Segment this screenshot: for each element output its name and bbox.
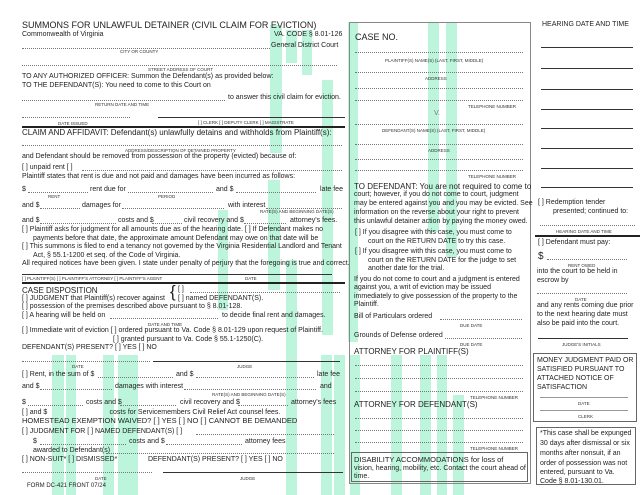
hearing-line[interactable] (541, 187, 633, 188)
date-time-label: DATE AND TIME (148, 322, 183, 327)
perjury-statement: All required notices have been given. I state under penalty of perjury that the foregoing is true and correct. (22, 260, 350, 267)
defendant-address-field-2[interactable] (355, 159, 523, 160)
judge-initials-line[interactable] (538, 338, 628, 339)
disposition-heading: CASE DISPOSITION (22, 286, 98, 295)
civil-recovery-field[interactable] (120, 405, 176, 406)
attorney-fees-label: attorney's fees. (290, 217, 338, 224)
removed-text: and Defendant should be removed from possession of the property (evicted) because of: (22, 153, 297, 160)
hearing-line[interactable] (541, 128, 633, 129)
attorney-defendant-field[interactable] (355, 418, 523, 419)
date-field[interactable] (22, 361, 150, 362)
asks-text: payments before that date, the approximate amount Defendant may owe on that date will be (33, 235, 319, 242)
date-field[interactable] (22, 472, 152, 473)
return-date-field[interactable] (22, 100, 225, 101)
judgment-for-option[interactable]: [ ] JUDGMENT FOR [ ] NAMED DEFENDANT(S) [ ] (22, 428, 183, 435)
option-text: court on the RETURN DATE for the judge to set (368, 257, 517, 264)
interest-label: with interest (228, 202, 266, 209)
unpaid-rent-option[interactable]: [ ] unpaid rent [ ] (22, 164, 73, 171)
awarded-text: awarded to Defendant(s) (33, 447, 111, 454)
escrow-text: into the court to be held in (537, 268, 618, 275)
claim-heading: CLAIM AND AFFIDAVIT: Defendant(s) unlawfully detains and withholds from Plaintiff(s): (22, 128, 332, 137)
case-number-label: CASE NO. (355, 32, 399, 42)
date-label: DATE (95, 476, 107, 481)
phone-label: TELEPHONE NUMBER (468, 174, 517, 179)
rent-field[interactable] (28, 192, 88, 193)
dollar: $ (33, 438, 37, 445)
defendant-must-pay-option[interactable]: [ ] Defendant must pay: (538, 239, 611, 246)
money-judgment-line: SATISFIED PURSUANT TO (537, 366, 625, 373)
rents-text: to the next hearing date must (537, 311, 628, 318)
officer-text: TO ANY AUTHORIZED OFFICER: Summon the Defendant(s) as provided below: (22, 73, 274, 80)
attorney-fees-field[interactable] (166, 444, 242, 445)
commonwealth: Commonwealth of Virginia (22, 31, 104, 38)
divider (22, 282, 345, 284)
judgment-option[interactable]: [ ] JUDGMENT that Plaintiff(s) recover against (22, 295, 165, 302)
street-field[interactable] (22, 65, 337, 66)
va-code: VA. CODE § 8.01-126 (274, 31, 343, 38)
grounds-of-defense: Grounds of Defense ordered (354, 332, 443, 339)
defendant-name-label: DEFENDANT(S) NAME(S) (LAST, FIRST, MIDDLE) (382, 128, 486, 133)
hearing-line[interactable] (541, 47, 633, 48)
defendant-text: TO THE DEFENDANT(S): You need to come to this Court on (22, 82, 211, 89)
option-text: court on the RETURN DATE to try this case. (368, 238, 506, 245)
address-label: ADDRESS (428, 148, 450, 153)
date-issued-field[interactable] (22, 117, 130, 118)
clerk-line[interactable] (540, 410, 628, 411)
and-dollar: and $ (22, 202, 40, 209)
street-label: STREET ADDRESS OF COURT (148, 67, 214, 72)
nonsuit-dismissed-options[interactable]: [ ] NON-SUIT* [ ] DISMISSED* (22, 456, 118, 463)
defendant-name-field[interactable] (355, 124, 523, 125)
costs-field[interactable] (40, 444, 126, 445)
judge-signature-line[interactable] (163, 472, 343, 473)
hearing-line[interactable] (541, 148, 633, 149)
and-label: and (320, 383, 332, 390)
late-fee-label: late fee (317, 371, 340, 378)
plaintiff-signature-line[interactable] (22, 274, 332, 275)
address-label: ADDRESS (425, 76, 447, 81)
defendant-present-1[interactable]: DEFENDANT(S) PRESENT? [ ] YES [ ] NO (22, 344, 157, 351)
attorney-defendant-field[interactable] (355, 430, 523, 431)
and-dollar: and $ (22, 217, 40, 224)
money-judgment-line: MONEY JUDGMENT PAID OR (537, 357, 634, 364)
late-fee-field[interactable] (196, 377, 314, 378)
rate-label: RATE(S) AND BEGINNING DATE(S) (212, 392, 286, 397)
notice-line: court; however, if you do not come to court, judgment (354, 191, 519, 198)
tenancy-option[interactable]: [ ] This summons is filed to end a tenancy not governed by the Virginia Residential Landlord and Tenant (22, 243, 342, 250)
set-date-option[interactable]: [ ] If you disagree with this case, you must come to (355, 248, 512, 255)
highlight-overlay (118, 355, 128, 495)
granted-option[interactable]: [ ] granted pursuant to Va. Code § 55.1-1250(C). (113, 336, 264, 343)
clerk-label: CLERK (578, 414, 594, 419)
signer-options: [ ] CLERK [ ] DEPUTY CLERK [ ] MAGISTRATE (198, 120, 294, 125)
rate-label: RATE(S) AND BEGINNING DATE(S) (260, 209, 334, 214)
dollar: $ (22, 186, 26, 193)
attorney-plaintiff-heading: ATTORNEY FOR PLAINTIFF(S) (354, 347, 469, 356)
hearing-line[interactable] (541, 168, 633, 169)
option-text: another date for the trial. (368, 265, 445, 272)
warning-line: immediately to give possession of the property to the (354, 293, 518, 300)
damages-label: damages for (82, 202, 121, 209)
judge-label: JUDGE (240, 476, 256, 481)
civil-recovery-label: civil recovery and $ (184, 217, 244, 224)
date-label: DATE (245, 276, 257, 281)
warning-line: Plaintiff. (354, 301, 379, 308)
judge-initials-label: JUDGE'S INITIALS (562, 342, 601, 347)
escrow-date-field[interactable] (537, 293, 627, 294)
plaintiff-name-field[interactable] (355, 52, 523, 53)
disability-line: time. (354, 473, 370, 480)
signature-line[interactable] (158, 117, 345, 118)
brace-option[interactable]: [ ] (178, 286, 184, 293)
and-label: and $ (216, 186, 234, 193)
form-number: FORM DC-421 FRONT 07/24 (27, 483, 106, 489)
period-field[interactable] (128, 192, 213, 193)
attorney-fees-field[interactable] (244, 223, 286, 224)
form-title: SUMMONS FOR UNLAWFUL DETAINER (CIVIL CLAIM FOR EVICTION) (22, 20, 317, 30)
defendant-present-2[interactable]: DEFENDANT(S) PRESENT? [ ] YES [ ] NO (148, 456, 283, 463)
awarded-field[interactable] (106, 453, 334, 454)
redemption-option[interactable]: [ ] Redemption tender (538, 199, 606, 206)
hearing-option[interactable]: [ ] A hearing will be held on (22, 312, 106, 319)
dollar: $ (538, 251, 544, 262)
date-label: DATE (575, 297, 587, 302)
due-date-label: DUE DATE (460, 342, 483, 347)
escrow-text: escrow by (537, 277, 569, 284)
hearing-line[interactable] (541, 68, 633, 69)
warning-line: against you, a writ of eviction may be issued (354, 284, 491, 291)
notice-line: this unlawful detainer action by paying the money owed. (354, 218, 528, 225)
bill-due-date-field[interactable] (440, 319, 522, 320)
notice-line: information on the reverse about your right to prevent (354, 209, 519, 216)
plaintiff-name-label: PLAINTIFF(S) NAME(S) (LAST, FIRST, MIDDLE) (385, 58, 484, 63)
expunge-line: 30 days after dismissal or six (540, 440, 630, 447)
grounds-due-date-field[interactable] (445, 338, 522, 339)
and-label: and $ (176, 371, 194, 378)
highlight-overlay (128, 355, 138, 495)
attorney-plaintiff-field[interactable] (355, 365, 523, 366)
dollar: $ (22, 399, 26, 406)
other-reason-field[interactable] (82, 170, 342, 171)
due-date-label: DUE DATE (460, 323, 483, 328)
damages-interest-label: damages with interest (115, 383, 184, 390)
costs-label: costs and $ (118, 217, 154, 224)
tenancy-text: Act, § 55.1-1200 et seq. of the Code of Virginia. (33, 252, 181, 259)
address-label: ADDRESS/DESCRIPTION OF DETAINED PROPERTY (125, 148, 236, 153)
costs-field[interactable] (40, 223, 116, 224)
hearing-label: HEARING DATE AND TIME (556, 229, 612, 234)
states-text: Plaintiff states that rent is due and not paid and damages have been incurred as follows: (22, 173, 296, 180)
writ-option[interactable]: [ ] Immediate writ of eviction [ ] ordered pursuant to Va. Code § 8.01-129 upon request of Plaintiff. (22, 327, 323, 334)
hearing-date-field[interactable] (110, 318, 218, 319)
date-line[interactable] (540, 397, 628, 398)
property-field[interactable] (22, 145, 342, 146)
hearing-line[interactable] (541, 109, 633, 110)
plaintiff-phone-field[interactable] (355, 100, 523, 101)
attorney-plaintiff-field[interactable] (355, 391, 523, 392)
rents-text: also be paid into the court. (537, 320, 620, 327)
date-label: DATE (578, 401, 590, 406)
attorney-defendant-heading: ATTORNEY FOR DEFENDANT(S) (354, 400, 478, 409)
rents-text: and any rents coming due prior (537, 302, 634, 309)
redemption-text: presented; continued to: (553, 208, 629, 215)
hearing-title: HEARING DATE AND TIME (542, 21, 629, 28)
judge-label: JUDGE (237, 364, 253, 369)
disability-line: DISABILITY ACCOMMODATIONS for loss of (354, 455, 504, 464)
rent-owed-field[interactable] (547, 259, 627, 260)
damages-field[interactable] (40, 208, 80, 209)
expunge-line: order of possession was not (540, 460, 628, 467)
damages-field[interactable] (40, 389, 112, 390)
rate-field[interactable] (184, 389, 316, 390)
homestead-question[interactable]: HOMESTEAD EXEMPTION WAIVED? [ ] YES [ ] NO [ ] CANNOT BE DEMANDED (22, 416, 298, 425)
scra-option[interactable]: [ ] and $ costs for Servicemembers Civil Relief Act counsel fees. (22, 409, 281, 416)
expunge-line: months after nonsuit, if an (540, 450, 621, 457)
attorney-fees-field[interactable] (238, 405, 288, 406)
notice-line: may be entered against you and you may be evicted. See (354, 200, 533, 207)
named-defendants-option[interactable]: [ ] named DEFENDANT(S). (178, 295, 264, 302)
expunge-line: entered, pursuant to Va. (540, 469, 615, 476)
disability-line: vision, hearing, mobility, etc. Contact the court ahead of (354, 465, 526, 472)
phone-label: TELEPHONE NUMBER (470, 446, 519, 451)
damages-for-field[interactable] (122, 208, 224, 209)
continued-date-field[interactable] (540, 225, 635, 226)
judgment-for-field[interactable] (196, 434, 334, 435)
warning-line: If you do not come to court and a judgment is entered (354, 276, 520, 283)
answer-text: to answer this civil claim for eviction. (228, 94, 341, 101)
defendant-address-field[interactable] (355, 144, 523, 145)
phone-label: TELEPHONE NUMBER (468, 104, 517, 109)
divider (535, 235, 640, 237)
rent-label: RENT (48, 194, 61, 199)
city-label: CITY OR COUNTY (120, 49, 159, 54)
possession-option[interactable]: [ ] possession of the premises described above pursuant to § 8.01-128. (22, 303, 243, 310)
attorney-defendant-field[interactable] (355, 442, 523, 443)
attorney-plaintiff-field[interactable] (355, 378, 523, 379)
late-fee-label: late fee (320, 186, 343, 193)
money-judgment-line: ATTACHED NOTICE OF (537, 375, 614, 382)
and-dollar: and $ (22, 383, 40, 390)
date-issued-label: DATE ISSUED (58, 121, 88, 126)
expunge-line: Code § 8.01-130.01. (540, 478, 604, 485)
attorney-fees-label: attorney's fees (291, 399, 337, 406)
costs-label: costs and $ (129, 438, 165, 445)
try-case-option[interactable]: [ ] If you disagree with this case, you must come to (355, 229, 512, 236)
bill-of-particulars: Bill of Particulars ordered (354, 313, 433, 320)
return-label: RETURN DATE AND TIME (95, 102, 150, 107)
hearing-text: to decide final rent and damages. (222, 312, 326, 319)
late-fee-field[interactable] (236, 192, 316, 193)
asks-judgment-option[interactable]: [ ] Plaintiff asks for judgment for all amounts due as of the hearing date. [ ] If Defendant makes no (22, 226, 324, 233)
phone-label: TELEPHONE NUMBER (470, 395, 519, 400)
period-label: PERIOD (158, 194, 176, 199)
versus: V. (434, 110, 440, 117)
costs-field[interactable] (28, 405, 83, 406)
highlight-overlay (103, 355, 114, 495)
judge-signature-line[interactable] (153, 361, 340, 362)
money-judgment-line: SATISFACTION (537, 384, 588, 391)
brace-icon: { (170, 282, 176, 301)
costs-label: costs and $ (86, 399, 122, 406)
plaintiff-address-field-2[interactable] (355, 88, 523, 89)
rent-sum-option[interactable]: [ ] Rent, in the sum of $ (22, 371, 95, 378)
rent-sum-field[interactable] (98, 377, 173, 378)
rent-due-label: rent due for (90, 186, 126, 193)
notice-line: TO DEFENDANT: You are not required to come to (354, 182, 532, 191)
plaintiff-address-field[interactable] (355, 72, 523, 73)
hearing-line[interactable] (541, 89, 633, 90)
court-label: General District Court (271, 42, 339, 49)
judgment-against-field[interactable] (190, 292, 340, 293)
signer-roles: [ ] PLAINTIFF(S) [ ] PLAINTIFF'S ATTORNEY [ ] PLAINTIFF'S AGENT (22, 276, 163, 281)
civil-recovery-field[interactable] (152, 223, 182, 224)
civil-recovery-label: civil recovery and $ (180, 399, 240, 406)
attorney-fees-label: attorney fees (245, 438, 286, 445)
defendant-phone-field[interactable] (355, 170, 523, 171)
rent-owed-label: RENT OWED (568, 263, 596, 268)
expunge-line: *This case shall be expunged (540, 430, 632, 437)
date-label: DATE (72, 364, 84, 369)
